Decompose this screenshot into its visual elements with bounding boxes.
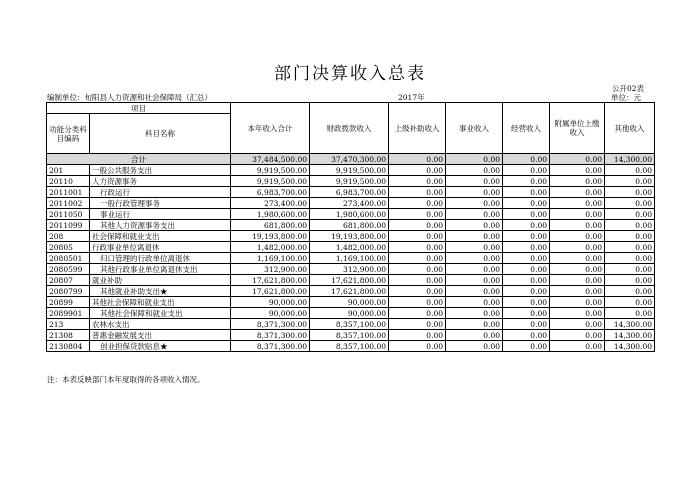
- value-cell: 0.00: [503, 187, 550, 198]
- income-table: [46, 102, 655, 352]
- value-cell: 0.00: [446, 341, 503, 352]
- value-cell: 0.00: [389, 297, 446, 308]
- value-cell: 0.00: [446, 187, 503, 198]
- code-cell: 2130804: [47, 341, 90, 352]
- value-cell: 0.00: [605, 264, 655, 275]
- value-cell: 0.00: [605, 253, 655, 264]
- value-cell: 1,482,000.00: [310, 242, 389, 253]
- value-cell: 90,000.00: [310, 297, 389, 308]
- value-cell: 0.00: [550, 242, 605, 253]
- code-cell: 20110: [47, 176, 90, 187]
- total-label: 合计: [47, 154, 231, 165]
- total-cell: 0.00: [550, 154, 605, 165]
- table-row: [47, 176, 655, 187]
- name-cell: 农林水支出: [90, 319, 231, 330]
- value-cell: 0.00: [446, 319, 503, 330]
- value-cell: 0.00: [550, 275, 605, 286]
- name-cell: 其他社会保障和就业支出: [90, 297, 231, 308]
- value-cell: 0.00: [389, 319, 446, 330]
- value-cell: 0.00: [446, 176, 503, 187]
- table-row: [47, 297, 655, 308]
- value-cell: 0.00: [550, 286, 605, 297]
- value-cell: 0.00: [389, 209, 446, 220]
- value-cell: 0.00: [550, 253, 605, 264]
- code-cell: 2080599: [47, 264, 90, 275]
- name-cell: 一般公共服务支出: [90, 165, 231, 176]
- value-cell: 0.00: [550, 297, 605, 308]
- value-cell: 0.00: [389, 176, 446, 187]
- value-cell: 0.00: [446, 209, 503, 220]
- code-cell: 2080799: [47, 286, 90, 297]
- value-cell: 0.00: [605, 176, 655, 187]
- value-cell: 0.00: [550, 319, 605, 330]
- value-cell: 0.00: [605, 220, 655, 231]
- code-cell: 208: [47, 231, 90, 242]
- total-cell: 0.00: [446, 154, 503, 165]
- value-cell: 273,400.00: [310, 198, 389, 209]
- value-cell: 0.00: [446, 220, 503, 231]
- value-cell: 0.00: [605, 286, 655, 297]
- table-row: [47, 187, 655, 198]
- value-cell: 17,621,800.00: [310, 275, 389, 286]
- name-cell: 社会保障和就业支出: [90, 231, 231, 242]
- value-cell: 0.00: [503, 220, 550, 231]
- value-cell: 0.00: [389, 165, 446, 176]
- table-row: [47, 198, 655, 209]
- table-row: [47, 308, 655, 319]
- value-cell: 0.00: [389, 264, 446, 275]
- name-cell: 归口管理的行政单位离退休: [90, 253, 231, 264]
- value-cell: 0.00: [503, 319, 550, 330]
- total-cell: 0.00: [389, 154, 446, 165]
- report-title: 部门决算收入总表: [274, 64, 426, 84]
- value-cell: 0.00: [446, 297, 503, 308]
- value-cell: 0.00: [605, 198, 655, 209]
- value-cell: 0.00: [550, 209, 605, 220]
- value-cell: 19,193,800.00: [231, 231, 310, 242]
- value-cell: 0.00: [446, 286, 503, 297]
- code-cell: 20807: [47, 275, 90, 286]
- value-cell: 0.00: [550, 220, 605, 231]
- name-cell: 其他社会保障和就业支出: [90, 308, 231, 319]
- value-cell: 90,000.00: [231, 297, 310, 308]
- name-cell: 创业担保贷款贴息★: [90, 341, 231, 352]
- value-cell: 14,300.00: [605, 330, 655, 341]
- table-row: [47, 220, 655, 231]
- value-cell: 17,621,800.00: [231, 286, 310, 297]
- value-cell: 0.00: [446, 165, 503, 176]
- value-cell: 0.00: [550, 330, 605, 341]
- name-cell: 一般行政管理事务: [90, 198, 231, 209]
- value-cell: 0.00: [389, 231, 446, 242]
- value-cell: 0.00: [446, 308, 503, 319]
- value-cell: 681,800.00: [310, 220, 389, 231]
- table-row: [47, 242, 655, 253]
- name-cell: 其他就业补助支出★: [90, 286, 231, 297]
- header-col4: 事业收入: [446, 103, 503, 154]
- name-cell: 普惠金融发展支出: [90, 330, 231, 341]
- table-row: [47, 275, 655, 286]
- header-col6: 附属单位上缴收入: [550, 103, 605, 154]
- value-cell: 0.00: [446, 253, 503, 264]
- header-col5: 经营收入: [503, 103, 550, 154]
- value-cell: 0.00: [503, 330, 550, 341]
- value-cell: 0.00: [503, 165, 550, 176]
- value-cell: 0.00: [550, 341, 605, 352]
- value-cell: 8,371,300.00: [231, 330, 310, 341]
- value-cell: 8,357,100.00: [310, 330, 389, 341]
- table-row: [47, 253, 655, 264]
- value-cell: 273,400.00: [231, 198, 310, 209]
- value-cell: 0.00: [550, 187, 605, 198]
- value-cell: 0.00: [605, 231, 655, 242]
- value-cell: 0.00: [503, 341, 550, 352]
- value-cell: 0.00: [503, 264, 550, 275]
- table-row: [47, 264, 655, 275]
- name-cell: 就业补助: [90, 275, 231, 286]
- value-cell: 0.00: [503, 297, 550, 308]
- value-cell: 1,169,100.00: [310, 253, 389, 264]
- code-cell: 20899: [47, 297, 90, 308]
- value-cell: 0.00: [446, 242, 503, 253]
- value-cell: 14,300.00: [605, 341, 655, 352]
- report-year: 2017年: [398, 93, 425, 102]
- name-cell: 其他行政事业单位离退休支出: [90, 264, 231, 275]
- value-cell: 0.00: [605, 209, 655, 220]
- value-cell: 19,193,800.00: [310, 231, 389, 242]
- value-cell: 0.00: [503, 242, 550, 253]
- table-row: [47, 231, 655, 242]
- value-cell: 9,919,500.00: [310, 176, 389, 187]
- code-cell: 213: [47, 319, 90, 330]
- value-cell: 1,980,600.00: [231, 209, 310, 220]
- code-cell: 2011050: [47, 209, 90, 220]
- value-cell: 0.00: [389, 187, 446, 198]
- value-cell: 0.00: [550, 165, 605, 176]
- value-cell: 0.00: [446, 198, 503, 209]
- name-cell: 人力资源事务: [90, 176, 231, 187]
- value-cell: 90,000.00: [231, 308, 310, 319]
- value-cell: 0.00: [550, 308, 605, 319]
- header-name: 科目名称: [90, 114, 231, 154]
- value-cell: 1,169,100.00: [231, 253, 310, 264]
- value-cell: 0.00: [605, 275, 655, 286]
- value-cell: 312,900.00: [231, 264, 310, 275]
- name-cell: 事业运行: [90, 209, 231, 220]
- name-cell: 其他人力资源事务支出: [90, 220, 231, 231]
- table-row: [47, 341, 655, 352]
- value-cell: 0.00: [605, 187, 655, 198]
- header-code: 功能分类科目编码: [47, 114, 90, 154]
- total-cell: 0.00: [503, 154, 550, 165]
- value-cell: 0.00: [503, 286, 550, 297]
- value-cell: 14,300.00: [605, 319, 655, 330]
- header-item: 项目: [47, 103, 231, 114]
- value-cell: 0.00: [389, 242, 446, 253]
- value-cell: 8,371,300.00: [231, 319, 310, 330]
- header-col3: 上级补助收入: [389, 103, 446, 154]
- value-cell: 0.00: [389, 220, 446, 231]
- value-cell: 0.00: [550, 264, 605, 275]
- value-cell: 0.00: [389, 253, 446, 264]
- total-cell: 37,484,500.00: [231, 154, 310, 165]
- value-cell: 0.00: [503, 308, 550, 319]
- code-cell: 21308: [47, 330, 90, 341]
- header-col2: 财政拨款收入: [310, 103, 389, 154]
- total-row: [47, 154, 655, 165]
- code-cell: 20805: [47, 242, 90, 253]
- table-note: 注：本表反映部门本年度取得的各项收入情况。: [47, 375, 205, 384]
- code-cell: 2011099: [47, 220, 90, 231]
- value-cell: 681,800.00: [231, 220, 310, 231]
- value-cell: 8,371,300.00: [231, 341, 310, 352]
- total-cell: 14,300.00: [605, 154, 655, 165]
- form-number: 公开02表: [612, 84, 645, 93]
- value-cell: 0.00: [389, 308, 446, 319]
- value-cell: 0.00: [503, 275, 550, 286]
- code-cell: 201: [47, 165, 90, 176]
- name-cell: 行政事业单位离退休: [90, 242, 231, 253]
- value-cell: 0.00: [503, 231, 550, 242]
- code-cell: 2011002: [47, 198, 90, 209]
- unit-label: 单位：元: [611, 93, 641, 102]
- value-cell: 0.00: [550, 198, 605, 209]
- value-cell: 0.00: [605, 242, 655, 253]
- table-row: [47, 165, 655, 176]
- table-row: [47, 319, 655, 330]
- value-cell: 9,919,500.00: [231, 176, 310, 187]
- value-cell: 0.00: [446, 330, 503, 341]
- value-cell: 6,983,700.00: [310, 187, 389, 198]
- table-row: [47, 209, 655, 220]
- header-col7: 其他收入: [605, 103, 655, 154]
- code-cell: 2011001: [47, 187, 90, 198]
- value-cell: 9,919,500.00: [231, 165, 310, 176]
- value-cell: 1,482,000.00: [231, 242, 310, 253]
- header-col1: 本年收入合计: [231, 103, 310, 154]
- value-cell: 0.00: [605, 165, 655, 176]
- value-cell: 0.00: [446, 275, 503, 286]
- code-cell: 2089901: [47, 308, 90, 319]
- value-cell: 0.00: [550, 176, 605, 187]
- table-row: [47, 330, 655, 341]
- name-cell: 行政运行: [90, 187, 231, 198]
- value-cell: 0.00: [389, 341, 446, 352]
- organization: 编制单位：旬阳县人力资源和社会保障局（汇总）: [47, 93, 212, 102]
- value-cell: 8,357,100.00: [310, 319, 389, 330]
- value-cell: 0.00: [503, 253, 550, 264]
- value-cell: 0.00: [503, 176, 550, 187]
- value-cell: 9,919,500.00: [310, 165, 389, 176]
- value-cell: 0.00: [389, 275, 446, 286]
- table-row: [47, 286, 655, 297]
- value-cell: 0.00: [605, 297, 655, 308]
- value-cell: 0.00: [550, 231, 605, 242]
- value-cell: 0.00: [389, 198, 446, 209]
- value-cell: 312,900.00: [310, 264, 389, 275]
- value-cell: 90,000.00: [310, 308, 389, 319]
- value-cell: 0.00: [389, 330, 446, 341]
- value-cell: 17,621,800.00: [310, 286, 389, 297]
- value-cell: 1,980,600.00: [310, 209, 389, 220]
- value-cell: 17,621,800.00: [231, 275, 310, 286]
- value-cell: 0.00: [503, 209, 550, 220]
- value-cell: 8,357,100.00: [310, 341, 389, 352]
- value-cell: 0.00: [503, 198, 550, 209]
- value-cell: 0.00: [389, 286, 446, 297]
- code-cell: 2080501: [47, 253, 90, 264]
- value-cell: 0.00: [605, 308, 655, 319]
- value-cell: 0.00: [446, 231, 503, 242]
- value-cell: 6,983,700.00: [231, 187, 310, 198]
- value-cell: 0.00: [446, 264, 503, 275]
- total-cell: 37,470,300.00: [310, 154, 389, 165]
